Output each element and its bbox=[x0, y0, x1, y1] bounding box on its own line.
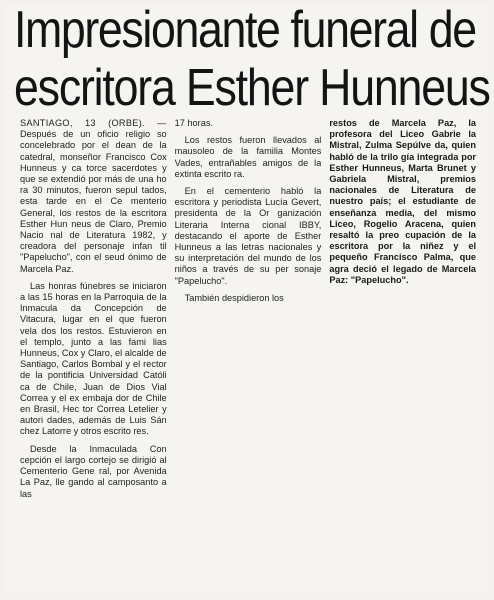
article-body bbox=[20, 118, 476, 588]
column-3 bbox=[329, 118, 476, 588]
paragraph: restos de Marcela Paz, la profesora del Liceo Gabrie la Mistral, Zulma Sepúlve da, quien habló de la trilo gía integrada por Esther Hunneus, Marta Brunet y Gabriela Mistral, premios nacionales de Literatura de nuestro país; el estudiante de enseñanza media, del mismo Liceo, Rogelio Aracena, quien resaltó la preo cupación de la escritora por la niñez y el pequeño Francisco Palma, que agra deció el legado de Marcela Paz: "Papelucho". bbox=[329, 118, 477, 285]
paragraph: También despidieron los bbox=[184, 292, 284, 303]
headline bbox=[14, 1, 490, 117]
paragraph: Las honras fúnebres se iniciaron a las 15 horas en la Parroquia de la Inmacula da Concepción de Vitacura, lugar en el que fueron vela dos los restos. Estuvieron en el templo, junto a las fami lias Hunneus, Cox y Claro, el alcalde de Santiago, Carlos Bombal y el rector de la pontificia Universidad Católi ca de Chile, Juan de Dios Vial Correa y el ex embaja dor de Chile en Brasil, Hec tor Correa Letelier y autori dades, además de Luis Sán chez Latorre y otros escrito res. bbox=[20, 280, 167, 437]
column-1 bbox=[20, 118, 167, 588]
paragraph: Desde la Inmaculada Con cepción el largo cortejo se dirigió al Cementerio Gene ral, por Avenida La Paz, lle gando al camposanto a las bbox=[20, 443, 167, 499]
paragraph-text: Después de un oficio religio so concelebrado por el dean de la catedral, monseñor Francisco Cox Hunneus y ca torce sacerdotes y que se extendió por más de una ho ra 30 minutos, fueron sepul tados, esta tarde en el Ce menterio General, los restos de la escritora Esther Hun neus de Claro, Premio Nacio nal de Literatura 1982, y creadora del personaje infan til "Papelucho", con el seud ónimo de Marcela Paz. bbox=[20, 129, 167, 274]
dateline: SANTIAGO, 13 (ORBE). — bbox=[20, 118, 167, 128]
headline-line-2: escritora Esther Hunneus bbox=[14, 59, 490, 117]
headline-line-1: Impresionante funeral de bbox=[14, 1, 476, 59]
column-2 bbox=[175, 118, 322, 588]
paragraph: 17 horas. bbox=[174, 118, 213, 128]
paragraph bbox=[20, 118, 167, 275]
paragraph: En el cementerio habló la escritora y periodista Lucía Gevert, presidenta de la Or ganización Literaria Interna cional IBBY, destacando el aporte de Esther Hunneus a las letras nacionales y su interpretación del mundo de los niños a través de su per sonaje "Papelucho". bbox=[174, 186, 322, 286]
paragraph: Los restos fueron llevados al mausoleo de la familia Montes Vades, entrañables amigos de la extinta escrito ra. bbox=[174, 135, 322, 179]
